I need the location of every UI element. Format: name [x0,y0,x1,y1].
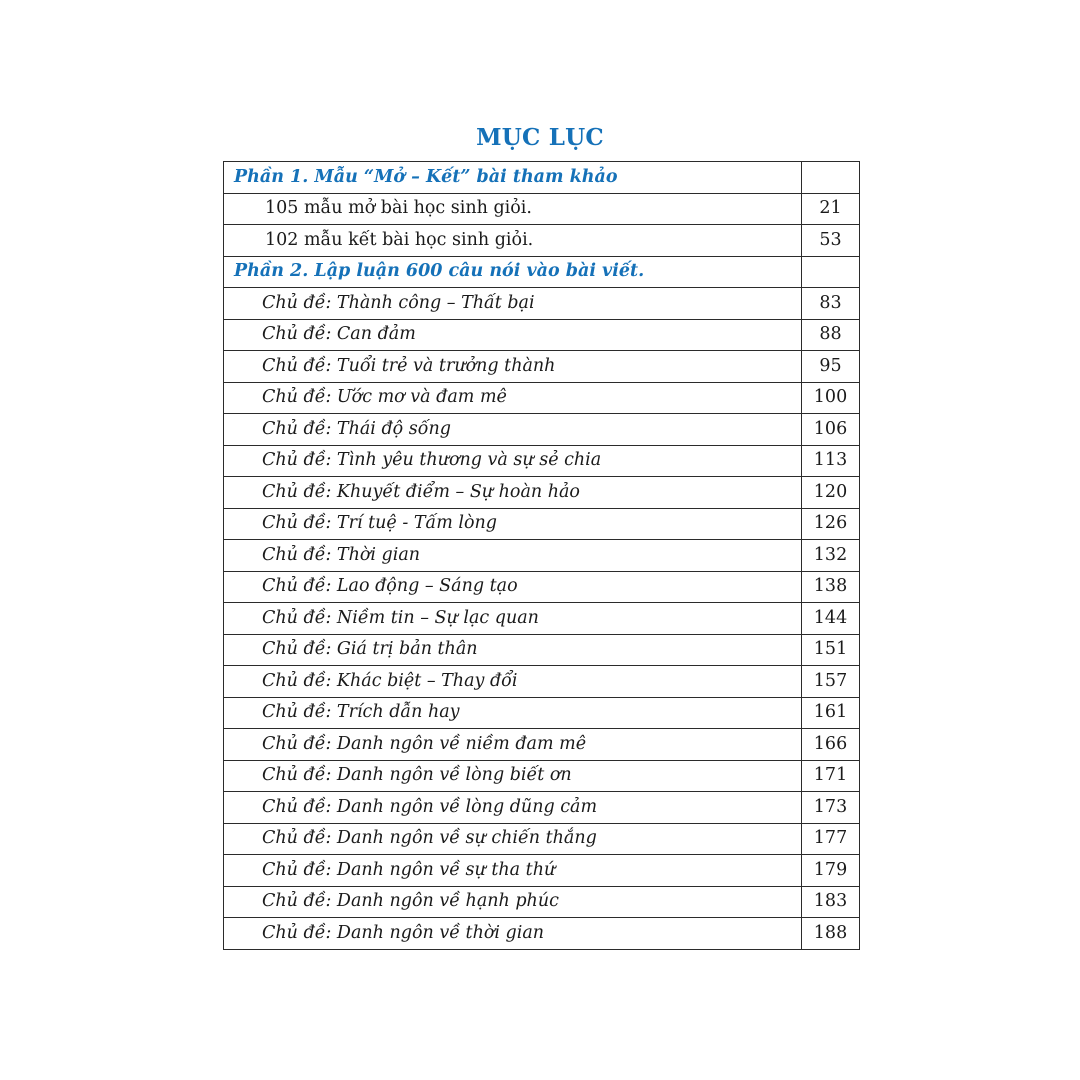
toc-entry-title: Chủ đề: Lao động – Sáng tạo [224,571,802,603]
toc-row [224,571,860,603]
toc-entry-title: Chủ đề: Niềm tin – Sự lạc quan [224,603,802,635]
toc-entry-title: Chủ đề: Trí tuệ - Tấm lòng [224,508,802,540]
toc-row [224,823,860,855]
toc-page-number [802,256,860,288]
toc-page-number: 161 [802,697,860,729]
toc-page-number: 144 [802,603,860,635]
toc-entry-title: Chủ đề: Danh ngôn về thời gian [224,918,802,950]
toc-page-number: 188 [802,918,860,950]
toc-page-number: 88 [802,319,860,351]
toc-row [224,918,860,950]
toc-row [224,886,860,918]
toc-page-number: 173 [802,792,860,824]
toc-entry-title: Chủ đề: Thành công – Thất bại [224,288,802,320]
toc-entry-title: Chủ đề: Giá trị bản thân [224,634,802,666]
toc-row [224,540,860,572]
toc-entry-title: Chủ đề: Danh ngôn về sự chiến thắng [224,823,802,855]
toc-entry-title: Chủ đề: Thái độ sống [224,414,802,446]
toc-page-number: 83 [802,288,860,320]
toc-entry-title: Chủ đề: Danh ngôn về hạnh phúc [224,886,802,918]
toc-row [224,792,860,824]
toc-page-number: 21 [802,193,860,225]
toc-row [224,666,860,698]
toc-section-title: Phần 2. Lập luận 600 câu nói vào bài viết. [224,256,802,288]
toc-row [224,288,860,320]
toc-page-number [802,162,860,194]
toc-entry-title: Chủ đề: Thời gian [224,540,802,572]
toc-row [224,225,860,257]
toc-row [224,193,860,225]
toc-row [224,414,860,446]
toc-page-number: 120 [802,477,860,509]
toc-entry-title: Chủ đề: Danh ngôn về niềm đam mê [224,729,802,761]
toc-section-row [224,162,860,194]
toc-page-number: 171 [802,760,860,792]
toc-page-number: 126 [802,508,860,540]
toc-page-number: 53 [802,225,860,257]
table-of-contents [223,161,860,950]
toc-page-number: 177 [802,823,860,855]
toc-entry-title: Chủ đề: Danh ngôn về lòng biết ơn [224,760,802,792]
toc-page-number: 95 [802,351,860,383]
toc-row [224,603,860,635]
toc-page-number: 138 [802,571,860,603]
toc-entry-title: Chủ đề: Khác biệt – Thay đổi [224,666,802,698]
toc-page-number: 157 [802,666,860,698]
toc-entry-title: 102 mẫu kết bài học sinh giỏi. [224,225,802,257]
toc-page-number: 151 [802,634,860,666]
toc-page-number: 132 [802,540,860,572]
toc-row [224,351,860,383]
toc-row [224,319,860,351]
toc-entry-title: Chủ đề: Danh ngôn về sự tha thứ [224,855,802,887]
toc-entry-title: 105 mẫu mở bài học sinh giỏi. [224,193,802,225]
toc-row [224,477,860,509]
toc-page-number: 166 [802,729,860,761]
toc-row [224,445,860,477]
toc-page-number: 179 [802,855,860,887]
toc-row [224,382,860,414]
toc-page-number: 113 [802,445,860,477]
toc-row [224,729,860,761]
page-title: MỤC LỤC [476,124,604,151]
toc-row [224,634,860,666]
toc-entry-title: Chủ đề: Trích dẫn hay [224,697,802,729]
toc-entry-title: Chủ đề: Tuổi trẻ và trưởng thành [224,351,802,383]
toc-row [224,855,860,887]
toc-body [224,162,860,950]
toc-entry-title: Chủ đề: Tình yêu thương và sự sẻ chia [224,445,802,477]
toc-section-title: Phần 1. Mẫu “Mở – Kết” bài tham khảo [224,162,802,194]
toc-entry-title: Chủ đề: Khuyết điểm – Sự hoàn hảo [224,477,802,509]
toc-row [224,697,860,729]
toc-row [224,760,860,792]
toc-page-number: 100 [802,382,860,414]
toc-page-number: 106 [802,414,860,446]
toc-page-number: 183 [802,886,860,918]
toc-entry-title: Chủ đề: Ước mơ và đam mê [224,382,802,414]
toc-row [224,508,860,540]
toc-entry-title: Chủ đề: Can đảm [224,319,802,351]
toc-section-row [224,256,860,288]
toc-entry-title: Chủ đề: Danh ngôn về lòng dũng cảm [224,792,802,824]
